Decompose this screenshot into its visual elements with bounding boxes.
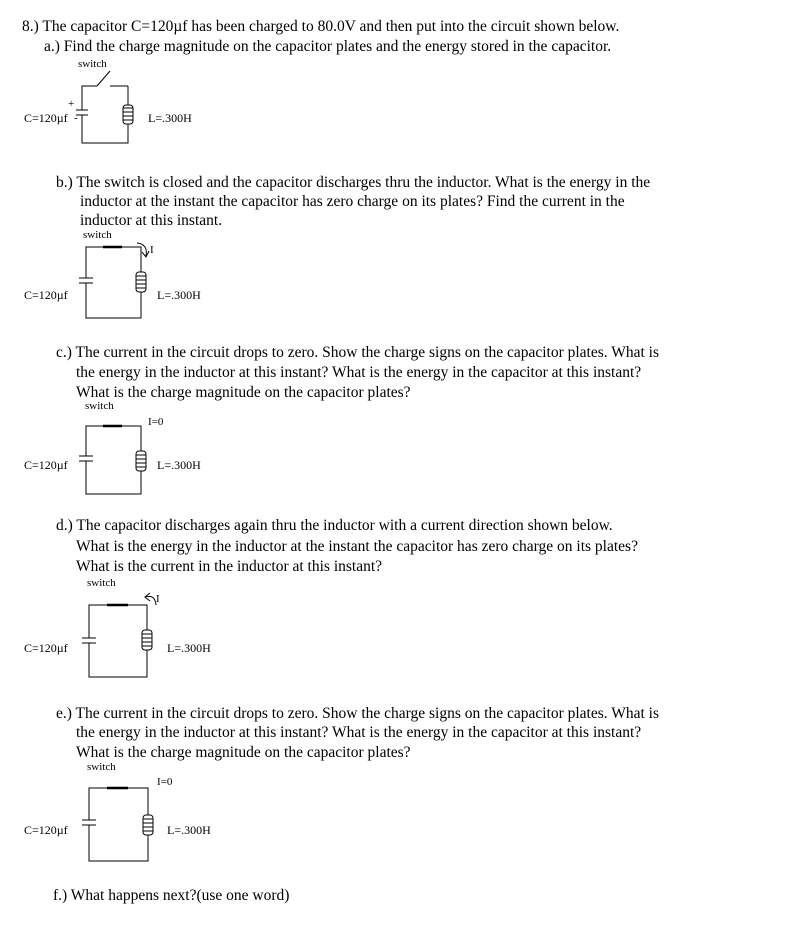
- current-label-b: I: [150, 244, 154, 256]
- part-d-line-1: d.) The capacitor discharges again thru the inductor with a current direction shown below.: [56, 517, 613, 534]
- capacitor-label-c: C=120µf: [24, 458, 68, 472]
- inductor-label-a: L=.300H: [148, 111, 192, 125]
- circuit-diagram-b: [79, 243, 149, 318]
- part-d-line-3: What is the current in the inductor at this instant?: [76, 558, 383, 575]
- switch-label-d: switch: [87, 577, 116, 589]
- part-a-text: a.) Find the charge magnitude on the capacitor plates and the energy stored in the capacitor.: [44, 38, 612, 55]
- part-b-line-1: b.) The switch is closed and the capacitor discharges thru the inductor. What is the energy in the: [56, 174, 651, 191]
- current-arrow-d: [145, 596, 156, 605]
- part-b-line-3: inductor at this instant.: [80, 212, 223, 229]
- plus-sign-a: +: [68, 98, 75, 110]
- part-e-line-3: What is the charge magnitude on the capacitor plates?: [76, 744, 411, 761]
- part-d-line-2: What is the energy in the inductor at the instant the capacitor has zero charge on its plates?: [76, 538, 638, 555]
- part-b-line-2: inductor at the instant the capacitor has zero charge on its plates? Find the current in the: [80, 193, 625, 210]
- current-label-d: I: [156, 593, 160, 605]
- zero-current-label-e: I=0: [157, 776, 173, 788]
- inductor-coil-c: [136, 451, 146, 471]
- current-arrow-b: [137, 243, 146, 256]
- capacitor-label-a: C=120µf: [24, 111, 68, 125]
- inductor-coil-b: [136, 272, 146, 292]
- part-f-text: f.) What happens next?(use one word): [53, 887, 290, 904]
- switch-label-a: switch: [78, 58, 107, 70]
- part-c-line-2: the energy in the inductor at this instant? What is the energy in the capacitor at this instant?: [76, 364, 642, 381]
- part-e-line-1: e.) The current in the circuit drops to zero. Show the charge signs on the capacitor plates. What is: [56, 705, 660, 722]
- open-switch-a: [97, 71, 110, 86]
- circuit-diagram-e: [82, 788, 153, 861]
- inductor-label-d: L=.300H: [167, 641, 211, 655]
- switch-label-e: switch: [87, 761, 116, 773]
- minus-sign-a: -: [74, 112, 78, 124]
- switch-label-b: switch: [83, 229, 112, 241]
- capacitor-label-b: C=120µf: [24, 288, 68, 302]
- problem-heading: 8.) The capacitor C=120µf has been charged to 80.0V and then put into the circuit shown below.: [22, 18, 620, 35]
- switch-label-c: switch: [85, 400, 114, 412]
- inductor-label-b: L=.300H: [157, 288, 201, 302]
- circuit-diagram-d: [82, 593, 156, 677]
- part-c-line-3: What is the charge magnitude on the capacitor plates?: [76, 384, 411, 401]
- capacitor-label-d: C=120µf: [24, 641, 68, 655]
- circuit-diagram-c: [79, 426, 146, 494]
- circuit-diagram-a: [76, 71, 133, 143]
- capacitor-label-e: C=120µf: [24, 823, 68, 837]
- inductor-coil-e: [143, 815, 153, 835]
- part-c-line-1: c.) The current in the circuit drops to zero. Show the charge signs on the capacitor plates. What is: [56, 344, 660, 361]
- inductor-coil-d: [142, 630, 152, 650]
- part-e-line-2: the energy in the inductor at this instant? What is the energy in the capacitor at this instant?: [76, 724, 642, 741]
- inductor-label-e: L=.300H: [167, 823, 211, 837]
- inductor-label-c: L=.300H: [157, 458, 201, 472]
- zero-current-label-c: I=0: [148, 416, 164, 428]
